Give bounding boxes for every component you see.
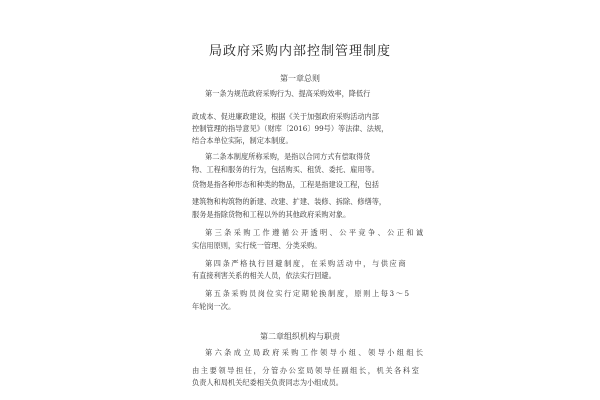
paragraph-line: 年轮岗一次。 (192, 302, 236, 311)
paragraph-line: 物、工程和服务的行为，包括购买、租赁、委托、雇用等。 (192, 165, 379, 174)
paragraph-line: 由主要领导担任，分管办公室局领导任副组长，机关各科室 (192, 366, 421, 375)
paragraph-line: 结合本单位实际，制定本制度。 (192, 136, 293, 145)
paragraph-line: 实信用原则，实行统一管理、分类采购。 (192, 241, 322, 250)
paragraph-line: 负责人和局机关纪委相关负责同志为小组成员。 (192, 378, 343, 387)
paragraph-line: 第五条采购员岗位实行定期轮换制度，原则上每3～5 (205, 289, 411, 298)
chapter-heading: 第一章总则 (280, 74, 320, 83)
paragraph-line: 第三条采购工作遵循公开透明、公平竞争、公正和诚 (205, 228, 426, 237)
paragraph-line: 第四条严格执行回避制度，在采购活动中，与供应商 (205, 259, 408, 268)
document-title: 局政府采购内部控制管理制度 (208, 44, 391, 59)
chapter-heading: 第二章组织机构与职责 (260, 332, 340, 341)
paragraph-line: 货物是指各种形态和种类的物品，工程是指建设工程，包括 (192, 180, 379, 189)
paragraph-line: 建筑物和构筑物的新建、改建、扩建、装修、拆除、修缮等， (192, 197, 387, 206)
paragraph-line: 第六条成立局政府采购工作领导小组、领导小组组长 (205, 348, 426, 357)
paragraph-line: 服务是指除货物和工程以外的其他政府采购对象。 (192, 210, 351, 219)
paragraph-line: 政成本、促进廉政建设，根据《关于加强政府采购活动内部 (192, 112, 379, 121)
paragraph-line: 第一条为规范政府采购行为、提高采购效率，降低行 (205, 89, 371, 98)
paragraph-line: 控制管理的指导意见》（财库〔2016〕99号）等法律、法规， (192, 124, 389, 133)
paragraph-line: 有直接利害关系的相关人员，依法实行回避。 (192, 271, 336, 280)
paragraph-line: 第二条本制度所称采购，是指以合同方式有偿取得货 (205, 152, 371, 161)
